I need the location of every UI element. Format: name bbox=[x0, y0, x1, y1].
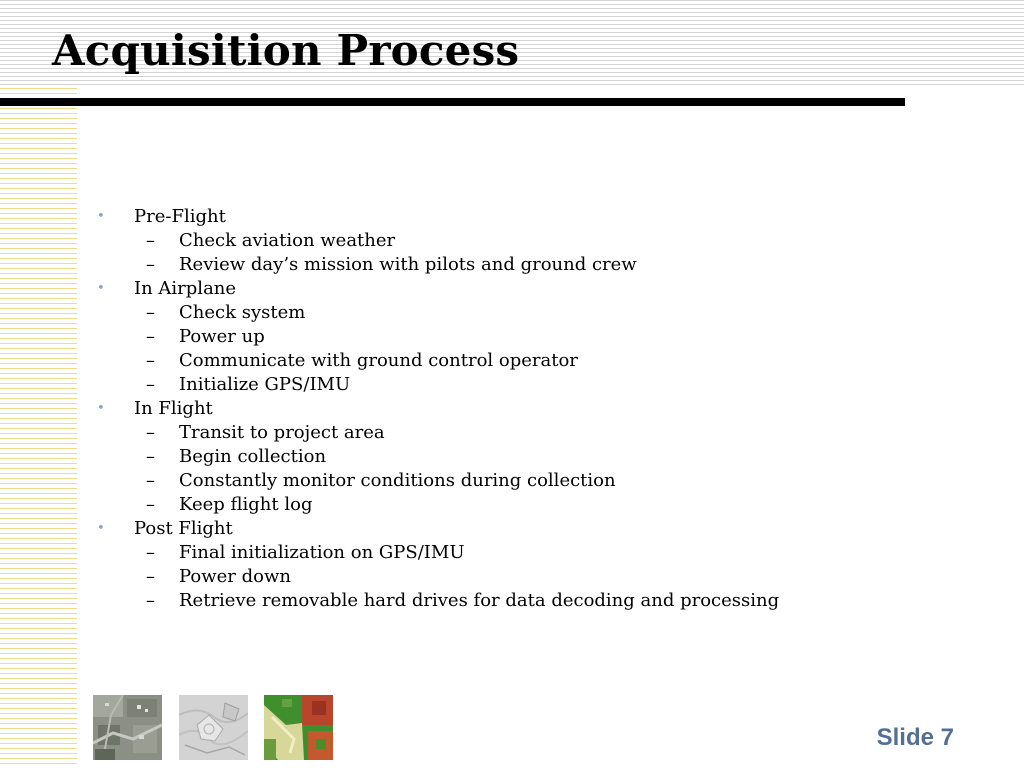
sub-bullet-item bbox=[97, 565, 977, 589]
bullet-dot-icon: • bbox=[97, 281, 105, 296]
dash-icon: – bbox=[146, 374, 155, 395]
sub-bullet-text: Transit to project area bbox=[179, 422, 385, 443]
bullet-dot-icon: • bbox=[97, 209, 105, 224]
land-cover-thumbnail bbox=[264, 695, 333, 760]
dash-icon: – bbox=[146, 254, 155, 275]
dash-icon: – bbox=[146, 446, 155, 467]
sub-bullet-item bbox=[97, 421, 977, 445]
sub-bullet-item bbox=[97, 253, 977, 277]
sub-bullet-text: Check system bbox=[179, 302, 306, 323]
sub-bullet-text: Check aviation weather bbox=[179, 230, 396, 251]
slide-number: Slide 7 bbox=[876, 724, 954, 751]
bullet-item bbox=[97, 397, 977, 421]
sub-bullet-item bbox=[97, 349, 977, 373]
bullet-dot-icon: • bbox=[97, 401, 105, 416]
sub-bullet-text: Constantly monitor conditions during collection bbox=[179, 470, 616, 491]
dash-icon: – bbox=[146, 542, 155, 563]
sub-bullet-text: Retrieve removable hard drives for data decoding and processing bbox=[179, 590, 780, 611]
slide-title: Acquisition Process bbox=[52, 26, 520, 75]
bullet-text: Post Flight bbox=[134, 518, 233, 539]
hillshade-thumbnail bbox=[179, 695, 248, 760]
bullet-text: In Airplane bbox=[134, 278, 237, 299]
sub-bullet-item bbox=[97, 373, 977, 397]
bullet-item bbox=[97, 205, 977, 229]
sub-bullet-text: Keep flight log bbox=[179, 494, 313, 515]
bullet-list bbox=[97, 205, 977, 613]
sub-bullet-text: Initialize GPS/IMU bbox=[179, 374, 351, 395]
sub-bullet-text: Communicate with ground control operator bbox=[179, 350, 578, 371]
sub-bullet-text: Review day’s mission with pilots and ground crew bbox=[179, 254, 637, 275]
sub-bullet-item bbox=[97, 445, 977, 469]
dash-icon: – bbox=[146, 566, 155, 587]
title-underline-rule bbox=[0, 98, 905, 106]
dash-icon: – bbox=[146, 590, 155, 611]
bullet-item bbox=[97, 517, 977, 541]
sub-bullet-text: Begin collection bbox=[179, 446, 327, 467]
dash-icon: – bbox=[146, 326, 155, 347]
dash-icon: – bbox=[146, 422, 155, 443]
sub-bullet-item bbox=[97, 301, 977, 325]
aerial-photo-thumbnail bbox=[93, 695, 162, 760]
bullet-text: In Flight bbox=[134, 398, 213, 419]
dash-icon: – bbox=[146, 230, 155, 251]
outline-list bbox=[97, 205, 977, 613]
sub-bullet-item bbox=[97, 493, 977, 517]
left-stripe-band bbox=[0, 88, 77, 768]
dash-icon: – bbox=[146, 470, 155, 491]
sub-bullet-item bbox=[97, 469, 977, 493]
bullet-text: Pre-Flight bbox=[134, 206, 226, 227]
dash-icon: – bbox=[146, 302, 155, 323]
dash-icon: – bbox=[146, 494, 155, 515]
bullet-dot-icon: • bbox=[97, 521, 105, 536]
sub-bullet-text: Final initialization on GPS/IMU bbox=[179, 542, 465, 563]
bullet-item bbox=[97, 277, 977, 301]
sub-bullet-item bbox=[97, 229, 977, 253]
sub-bullet-text: Power up bbox=[179, 326, 265, 347]
sub-bullet-item bbox=[97, 589, 977, 613]
sub-bullet-item bbox=[97, 541, 977, 565]
dash-icon: – bbox=[146, 350, 155, 371]
sub-bullet-text: Power down bbox=[179, 566, 291, 587]
sub-bullet-item bbox=[97, 325, 977, 349]
